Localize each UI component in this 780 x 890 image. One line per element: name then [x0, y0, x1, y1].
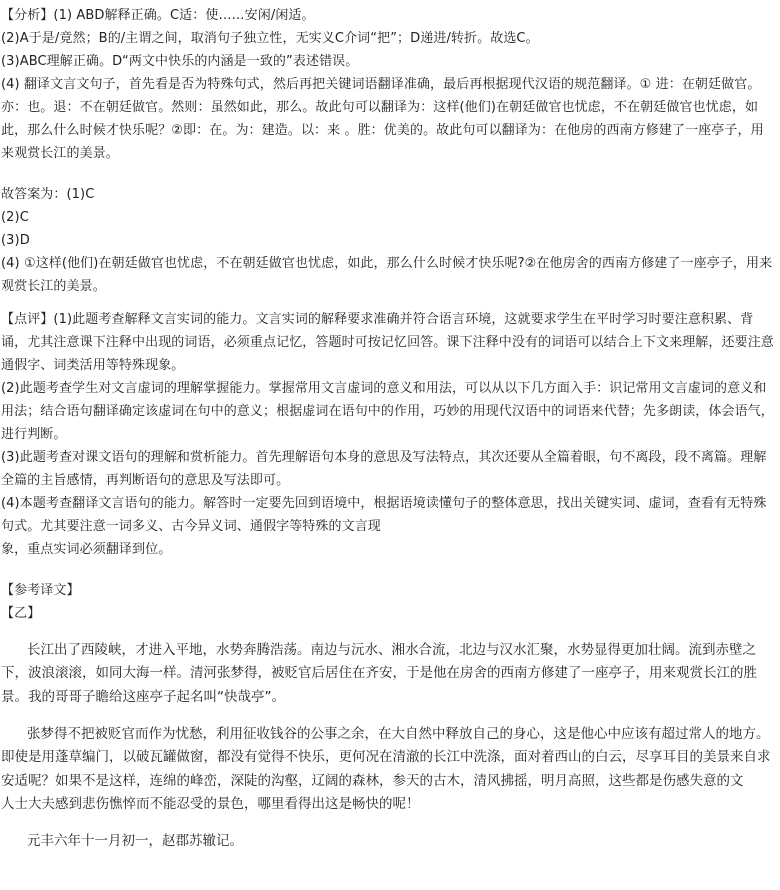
translation-paragraph-2: 张梦得不把被贬官而作为忧愁，利用征收钱谷的公事之余，在大自然中释放自己的身心，这是他心中应该有超过常人的地方。即使是用蓬草编门，以破瓦罐做窗，都没有觉得不快乐，更何况在清澈的长江中洗涤，面对着西山的白云，尽享耳目的美景来自求安适呢？如果不是这样，连绵的峰峦，深陡的沟壑，辽阔的森林，参天的古木，清风拂摇，明月高照，这些都是伤感失意的文 人士大夫感到悲伤憔悴而不能忍受的景色，哪里看得出这是畅快的呢！	[1, 725, 771, 812]
analysis-section	[1, 4, 775, 165]
comment-4b: 象，重点实词必须翻译到位。	[1, 542, 172, 557]
reference-heading-section	[1, 579, 775, 625]
comment-2: (2)此题考查学生对文言虚词的理解掌握能力。掌握常用文言虚词的意义和用法，可以从以下几方面入手：识记常用文言虚词的意义和用法；结合语句翻译确定该虚词在句中的意义；根据虚词在语句中的作用，巧妙的用现代汉语中的词语来代替；先多朗读，体会语气，进行判断。	[1, 381, 774, 442]
analysis-line-4: (4) 翻译文言文句子，首先看是否为特殊句式，然后再把关键词语翻译准确，最后再根据现代汉语的规范翻译。① 进：在朝廷做官。亦：也。退：不在朝廷做官。然则：虽然如此，那么。故此句可以翻译为：这样(他们)在朝廷做官也忧虑，不在朝廷做官也忧虑，如此，那么什么时候才快乐呢？②即：在。为：建造。以：来 。胜：优美的。故此句可以翻译为：在他房的西南方修建了一座亭子，用来观赏长江的美景。	[1, 77, 764, 161]
answer-2: (2)C	[1, 210, 29, 225]
answer-3: (3)D	[1, 233, 30, 248]
analysis-line-1: 【分析】(1) ABD解释正确。C适：使……安闲/闲适。	[1, 8, 315, 23]
comment-3: (3)此题考查对课文语句的理解和赏析能力。首先理解语句本身的意思及写法特点，其次还要从全篇着眼，句不离段，段不离篇。理解全篇的主旨感情，再判断语句的意思及写法即可。	[1, 450, 767, 488]
comment-1: 【点评】(1)此题考查解释文言实词的能力。文言实词的解释要求准确并符合语言环境，这就要求学生在平时学习时要注意积累、背诵，尤其注意课下注释中出现的词语，必须重点记忆，答题时可按记忆回答。课下注释中没有的词语可以结合上下文来理解，还要注意通假字、词类活用等特殊现象。	[1, 312, 774, 373]
reference-translation	[1, 639, 775, 854]
comment-4a: (4)本题考查翻译文言语句的能力。解答时一定要先回到语境中，根据语境读懂句子的整体意思，找出关键实词、虚词，查看有无特殊句式。尤其要注意一词多义、古今异义词、通假字等特殊的文言现	[1, 496, 767, 534]
answers-section	[1, 183, 775, 298]
analysis-line-3: (3)ABC理解正确。D“两文中快乐的内涵是一致的”表述错误。	[1, 54, 359, 69]
comment-section	[1, 308, 775, 561]
reference-title: 【参考译文】	[1, 583, 80, 598]
reference-yi-label: 【乙】	[1, 606, 41, 621]
translation-paragraph-3: 元丰六年十一月初一，赵郡苏辙记。	[27, 833, 243, 849]
translation-paragraph-1: 长江出了西陵峡，才进入平地，水势奔腾浩荡。南边与沅水、湘水合流，北边与汉水汇聚，水势显得更加壮阔。流到赤壁之下，波浪滚滚，如同大海一样。清河张梦得，被贬官后居住在齐安，于是他在房舍的西南方修建了一座亭子，用来观赏长江的胜景。我的哥哥子瞻给这座亭子起名叫“快哉亭”。	[1, 641, 757, 705]
answer-4: (4) ①这样(他们)在朝廷做官也忧虑，不在朝廷做官也忧虑，如此，那么什么时候才快乐呢?②在他房舍的西南方修建了一座亭子，用来观赏长江的美景。	[1, 256, 773, 294]
analysis-line-2: (2)A于是/竟然；B的/主谓之间，取消句子独立性，无实义C介词“把”；D递进/转折。故选C。	[1, 31, 539, 46]
answers-title: 故答案为：(1)C	[1, 187, 95, 202]
